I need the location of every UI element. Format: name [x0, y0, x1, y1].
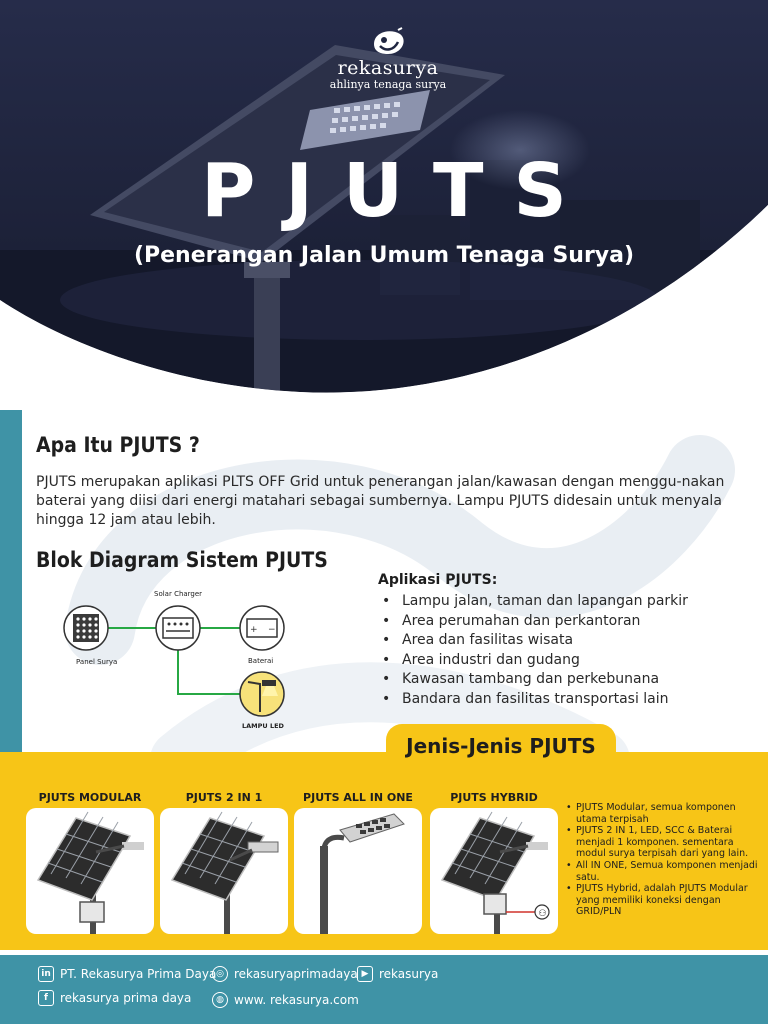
what-is-description: PJUTS merupakan aplikasi PLTS OFF Grid untuk penerangan jalan/kawasan dengan menggu-nakan baterai yang diisi dari energi matahari sebagai sumbernya. Lampu PJUTS didesain untuk menyala hingga 12 jam atau lebih. — [36, 474, 725, 528]
card-label-modular: PJUTS MODULAR — [38, 791, 142, 804]
hero-subtitle: (Penerangan Jalan Umum Tenaga Surya) — [133, 243, 635, 268]
list-item: • Area industri dan gudang — [380, 651, 688, 671]
battery-label: Baterai — [248, 657, 274, 665]
list-item: • Kawasan tambang dan perkebunana — [380, 670, 688, 690]
card-label-allinone: PJUTS ALL IN ONE — [303, 791, 413, 804]
brand-logo — [318, 26, 458, 92]
card-hybrid — [430, 808, 558, 934]
2in1-light-illustration — [160, 808, 288, 934]
logo-tagline: ahlinya tenaga surya — [329, 78, 447, 91]
card-2in1 — [160, 808, 288, 934]
card-label-hybrid: PJUTS HYBRID — [450, 791, 538, 804]
types-heading: Jenis-Jenis PJUTS — [406, 734, 596, 758]
lamp-label: LAMPU LED — [242, 722, 284, 730]
panel-label: Panel Surya — [76, 658, 118, 666]
footer-facebook[interactable] — [38, 990, 191, 1006]
hero-banner — [0, 0, 768, 410]
instagram-icon: ◎ — [212, 966, 228, 982]
logo-name: rekasurya — [337, 57, 439, 79]
modular-light-illustration — [26, 808, 154, 934]
footer-youtube[interactable] — [357, 966, 438, 982]
list-item: • Area perumahan dan perkantoran — [380, 612, 688, 632]
youtube-icon: ▶ — [357, 966, 373, 982]
logo-mark-icon — [368, 26, 408, 56]
applications-list — [380, 592, 688, 709]
card-label-2in1: PJUTS 2 IN 1 — [185, 791, 263, 804]
list-item: • PJUTS Hybrid, adalah PJUTS Modular yang memiliki koneksi dengan GRID/PLN — [566, 883, 766, 918]
what-is-heading: Apa Itu PJUTS ? — [36, 433, 200, 457]
hybrid-light-illustration — [430, 808, 558, 934]
footer-instagram[interactable] — [212, 966, 358, 982]
svg-text:−: − — [268, 625, 276, 635]
svg-text:⚇: ⚇ — [538, 909, 547, 919]
solar-charger-node — [156, 606, 200, 650]
list-item: • PJUTS 2 IN 1, LED, SCC & Baterai menjadi 1 komponen. sementara modul surya terpisah dari yang lain. — [566, 825, 766, 860]
charger-label: Solar Charger — [154, 590, 203, 598]
list-item: • Lampu jalan, taman dan lapangan parkir — [380, 592, 688, 612]
applications-heading: Aplikasi PJUTS: — [378, 572, 498, 588]
facebook-text: rekasurya prima daya — [60, 991, 192, 1005]
lamp-node — [240, 672, 284, 716]
list-item: • PJUTS Modular, semua komponen utama terpisah — [566, 802, 766, 825]
footer-linkedin[interactable] — [38, 966, 216, 982]
block-diagram-heading: Blok Diagram Sistem PJUTS — [36, 548, 328, 572]
facebook-icon: f — [38, 990, 54, 1006]
card-modular — [26, 808, 154, 934]
globe-icon: ◍ — [212, 992, 228, 1008]
linkedin-text: PT. Rekasurya Prima Daya — [60, 967, 217, 981]
list-item: • Area dan fasilitas wisata — [380, 631, 688, 651]
youtube-text: rekasurya — [379, 967, 439, 981]
list-item: • All IN ONE, Semua komponen menjadi satu. — [566, 860, 766, 883]
card-allinone — [294, 808, 422, 934]
footer-website[interactable] — [212, 992, 359, 1008]
website-text: www. rekasurya.com — [234, 993, 359, 1007]
allinone-light-illustration — [294, 808, 422, 934]
list-item: • Bandara dan fasilitas transportasi lain — [380, 690, 688, 710]
solar-panel-node — [64, 606, 108, 650]
instagram-text: rekasuryaprimadaya — [234, 967, 358, 981]
linkedin-icon: in — [38, 966, 54, 982]
types-notes — [566, 802, 766, 918]
battery-node — [240, 606, 284, 650]
block-diagram — [60, 586, 320, 736]
svg-text:+: + — [250, 625, 258, 635]
hero-title: PJUTS — [201, 148, 597, 234]
